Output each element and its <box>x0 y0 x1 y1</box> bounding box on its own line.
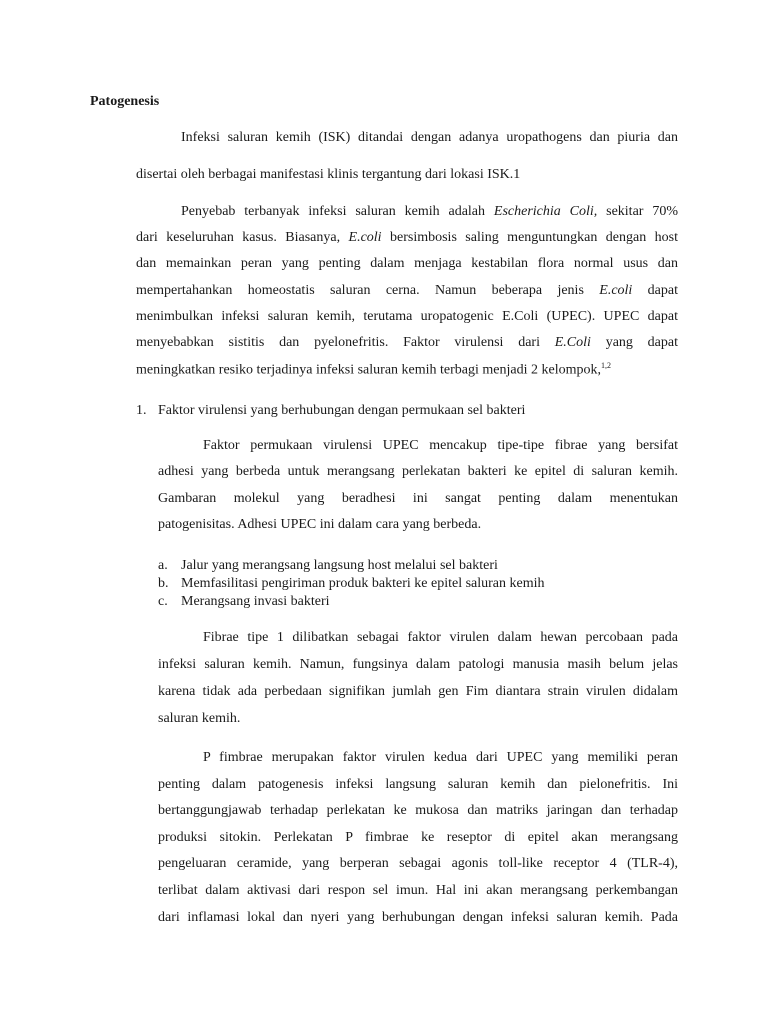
para5-line-2: penting dalam patogenesis infeksi langsung saluran kemih dan pielonefritis. Ini <box>158 777 678 792</box>
list-number-1: 1. <box>136 403 147 418</box>
para4-line-3: karena tidak ada perbedaan signifikan jumlah gen Fim diantara strain virulen didalam <box>158 684 678 699</box>
para3-line-1: Faktor permukaan virulensi UPEC mencakup tipe-tipe fibrae yang bersifat <box>203 438 678 453</box>
para3-line-3: Gambaran molekul yang beradhesi ini sangat penting dalam menentukan <box>158 491 678 506</box>
sublist-item-c: Merangsang invasi bakteri <box>181 594 330 609</box>
para2-line-7: meningkatkan resiko terjadinya infeksi saluran kemih terbagi menjadi 2 kelompok,$^{1,2}$ <box>136 361 611 378</box>
para2-line-3: dan memainkan peran yang penting dalam menjaga kestabilan flora normal usus dan <box>136 256 678 271</box>
para2-line-1: Penyebab terbanyak infeksi saluran kemih adalah Escherichia Coli, sekitar 70% <box>181 204 678 219</box>
sublist-item-a: Jalur yang merangsang langsung host melalui sel bakteri <box>181 558 498 573</box>
para2-line-4: mempertahankan homeostatis saluran cerna. Namun beberapa jenis E.coli dapat <box>136 283 678 298</box>
sublist-item-b: Memfasilitasi pengiriman produk bakteri ke epitel saluran kemih <box>181 576 545 591</box>
list-title-1: Faktor virulensi yang berhubungan dengan permukaan sel bakteri <box>158 403 526 418</box>
para5-line-4: produksi sitokin. Perlekatan P fimbrae ke reseptor di epitel akan merangsang <box>158 830 678 845</box>
intro-line-1: Infeksi saluran kemih (ISK) ditandai dengan adanya uropathogens dan piuria dan <box>181 130 678 145</box>
para2-line-6: menyebabkan sistitis dan pyelonefritis. Faktor virulensi dari E.Coli yang dapat <box>136 335 679 350</box>
para5-line-5: pengeluaran ceramide, yang berperan sebagai agonis toll-like receptor 4 (TLR-4), <box>158 856 678 871</box>
para2-line-2: dari keseluruhan kasus. Biasanya, E.coli bersimbosis saling menguntungkan dengan host <box>136 230 678 245</box>
sublist-marker-b: b. <box>158 576 169 591</box>
para5-line-6: terlibat dalam aktivasi dari respon sel imun. Hal ini akan merangsang perkembangan <box>158 883 678 898</box>
para4-line-4: saluran kemih. <box>158 711 241 726</box>
citation-superscript: 1,2 <box>600 361 611 370</box>
sublist-marker-c: c. <box>158 594 168 609</box>
intro-line-2: disertai oleh berbagai manifestasi klinis tergantung dari lokasi ISK.1 <box>136 167 521 182</box>
para4-line-1: Fibrae tipe 1 dilibatkan sebagai faktor virulen dalam hewan percobaan pada <box>203 630 678 645</box>
para5-line-3: bertanggungjawab terhadap perlekatan ke mukosa dan matriks jaringan dan terhadap <box>158 803 678 818</box>
para2-line-5: menimbulkan infeksi saluran kemih, terutama uropatogenic E.Coli (UPEC). UPEC dapat <box>136 309 678 324</box>
sublist-marker-a: a. <box>158 558 168 573</box>
para3-line-4: patogenisitas. Adhesi UPEC ini dalam cara yang berbeda. <box>158 517 482 532</box>
para5-line-7: dari inflamasi lokal dan nyeri yang berhubungan dengan infeksi saluran kemih. Pada <box>158 910 678 925</box>
para4-line-2: infeksi saluran kemih. Namun, fungsinya dalam patologi manusia masih belum jelas <box>158 657 678 672</box>
para5-line-1: P fimbrae merupakan faktor virulen kedua dari UPEC yang memiliki peran <box>203 750 678 765</box>
section-heading: Patogenesis <box>90 94 160 109</box>
para3-line-2: adhesi yang berbeda untuk merangsang perlekatan bakteri ke epitel di saluran kemih. <box>158 464 678 479</box>
